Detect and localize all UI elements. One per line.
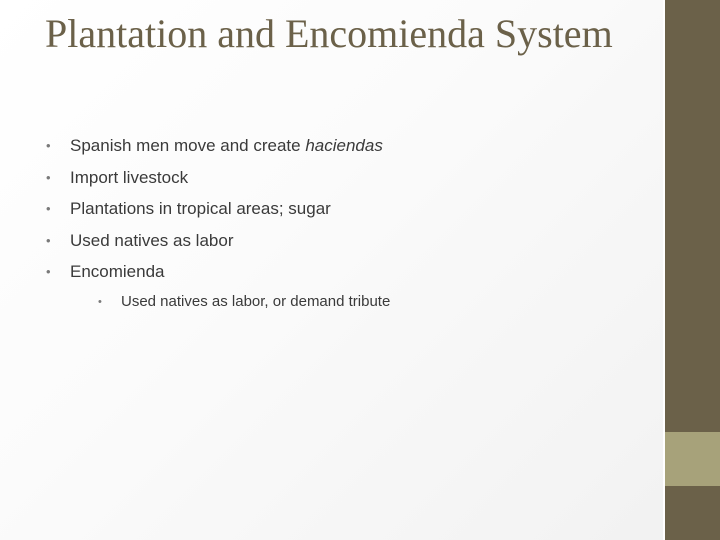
bullet-text: Used natives as labor	[70, 230, 234, 250]
sub-bullet-item	[95, 288, 645, 316]
bullet-text: Spanish men move and create	[70, 136, 306, 155]
bullet-item	[45, 225, 645, 257]
sub-bullet-list	[70, 288, 645, 316]
bullet-text: Import livestock	[70, 167, 189, 187]
bullet-text: Encomienda	[70, 262, 165, 281]
side-decoration-strip	[665, 0, 720, 540]
sub-bullet-text: Used natives as labor, or demand tribute	[121, 292, 391, 310]
bullet-item	[45, 130, 645, 162]
side-strip-accent-block	[665, 432, 720, 486]
bullet-text: Plantations in tropical areas; sugar	[70, 199, 331, 218]
slide-title: Plantation and Encomienda System	[45, 11, 613, 56]
bullet-list	[45, 130, 645, 316]
bullet-item	[45, 256, 645, 316]
bullet-item	[45, 162, 645, 194]
bullet-emphasis: haciendas	[305, 136, 383, 155]
bullet-item	[45, 193, 645, 225]
